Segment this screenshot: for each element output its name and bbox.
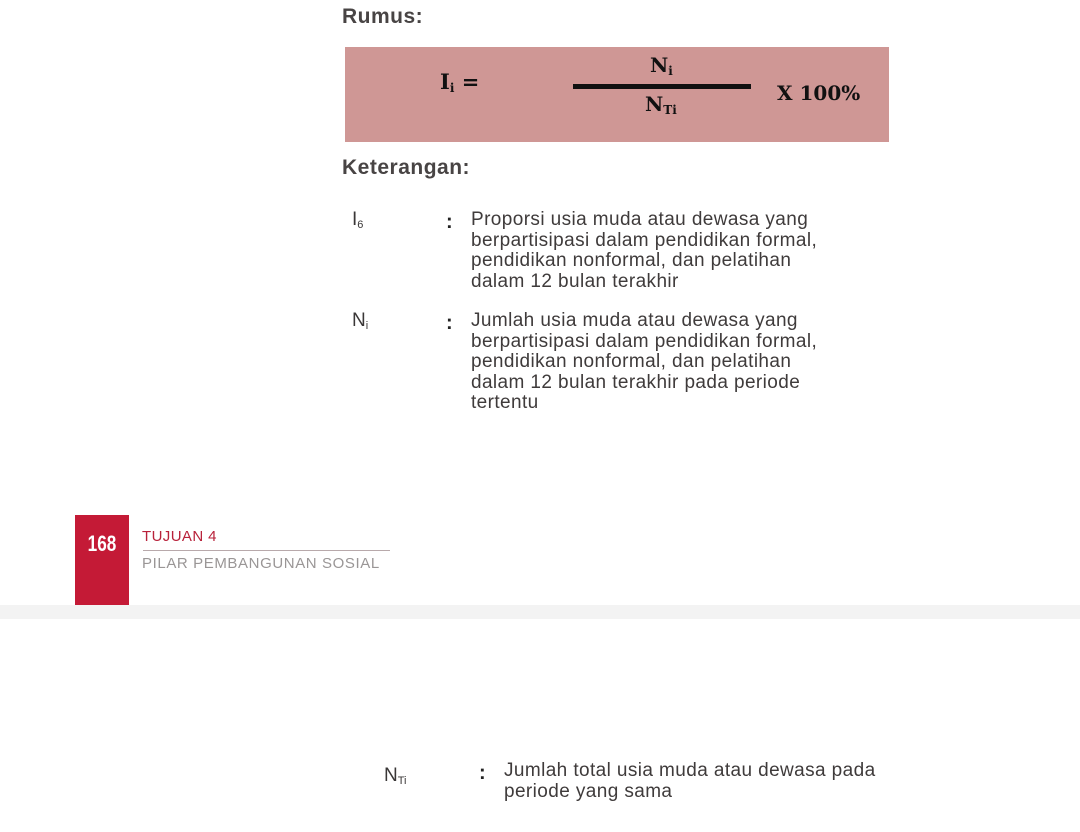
rumus-heading: Rumus: bbox=[342, 5, 424, 28]
definition-colon: : bbox=[479, 762, 486, 784]
definition-text-i6: Proporsi usia muda atau dewasa yang berpartisipasi dalam pendidikan formal, pendidikan nonformal, dan pelatihan dalam 12 bulan terakhir bbox=[471, 209, 818, 292]
footer-divider bbox=[143, 550, 390, 551]
definition-symbol-ni: $N_i$ bbox=[352, 310, 369, 332]
footer-title: TUJUAN 4 bbox=[142, 528, 217, 545]
page-number: 168 bbox=[87, 531, 117, 556]
definition-symbol-i6: $I_6$ bbox=[352, 209, 364, 231]
fraction-bar bbox=[573, 84, 751, 89]
page-break bbox=[0, 605, 1080, 619]
formula-multiplier: X 100% bbox=[777, 81, 861, 105]
definition-colon: : bbox=[446, 312, 453, 334]
definition-text-nti: Jumlah total usia muda atau dewasa pada periode yang sama bbox=[504, 760, 876, 802]
formula-lhs: $I_i$ = bbox=[440, 69, 480, 95]
keterangan-heading: Keterangan: bbox=[342, 156, 471, 179]
definition-colon: : bbox=[446, 211, 453, 233]
formula-box bbox=[345, 47, 889, 142]
formula-denominator: $N_{Ti}$ bbox=[645, 92, 677, 117]
page-number-tab bbox=[75, 515, 129, 605]
formula-numerator: $N_i$ bbox=[650, 53, 673, 78]
footer-subtitle: PILAR PEMBANGUNAN SOSIAL bbox=[142, 555, 380, 572]
definition-text-ni: Jumlah usia muda atau dewasa yang berpartisipasi dalam pendidikan formal, pendidikan nonformal, dan pelatihan dalam 12 bulan terakhir pada periode tertentu bbox=[471, 310, 818, 413]
definition-symbol-nti: $N_{Ti}$ bbox=[384, 765, 407, 787]
